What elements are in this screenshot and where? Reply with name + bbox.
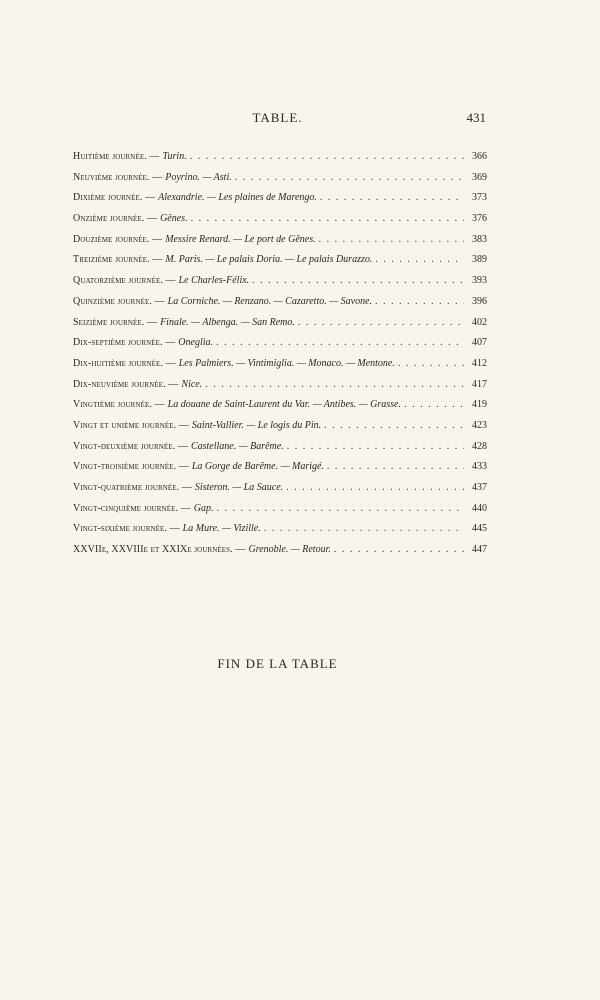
toc-places: Grenoble. — Retour. (248, 544, 331, 556)
toc-entry (73, 437, 487, 458)
toc-entry (73, 375, 487, 396)
toc-day: Dix-neuvième journée. — (73, 378, 179, 390)
dot-leader (324, 416, 464, 437)
toc-places: La douane de Saint-Laurent du Var. — Antibes. — Grasse. (167, 399, 401, 411)
toc-page-ref: 402 (472, 316, 487, 328)
toc-page-ref: 383 (472, 233, 487, 245)
toc-day: Vingt-troisième journée. — (73, 461, 189, 473)
toc-page-ref: 366 (472, 151, 487, 162)
dot-leader (320, 188, 464, 209)
toc-day: Treizième journée. — (73, 254, 163, 266)
dot-leader (190, 147, 464, 168)
toc-places: Castellane. — Barême. (190, 440, 284, 452)
toc-places: Oneglia. (178, 337, 214, 349)
toc-entry (73, 395, 487, 416)
toc-day: Quatorzième journée. — (73, 275, 176, 287)
toc-places: La Mure. — Vizille. (182, 523, 261, 535)
toc-page-ref: 389 (472, 254, 487, 266)
toc-entry (73, 168, 487, 189)
toc-places: Sisteron. — La Sauce. (194, 482, 284, 493)
toc-entry (73, 292, 487, 313)
dot-leader (319, 230, 464, 251)
toc-page-ref: 447 (472, 544, 487, 556)
toc-places: Poyrino. — Asti. (165, 171, 232, 183)
dot-leader (334, 540, 464, 561)
toc-day: Huitième journée. — (73, 151, 160, 162)
dot-leader (375, 250, 464, 271)
toc-day: Vingt et unième journée. — (73, 419, 189, 431)
toc-page-ref: 419 (472, 399, 487, 411)
toc-entry (73, 250, 487, 271)
dot-leader (327, 457, 464, 478)
toc-day: Dix-huitième journée. — (73, 357, 176, 369)
table-of-contents (73, 147, 487, 561)
toc-places: Alexandrie. — Les plaines de Marengo. (158, 192, 317, 204)
toc-day: Vingt-cinquième journée. — (73, 502, 191, 514)
running-title: TABLE. (252, 110, 303, 125)
toc-entry (73, 354, 487, 375)
toc-page-ref: 428 (472, 440, 487, 452)
toc-page-ref: 437 (472, 482, 487, 493)
dot-leader (217, 499, 465, 520)
toc-day: Dixième journée. — (73, 192, 156, 204)
dot-leader (404, 395, 464, 416)
dot-leader (264, 519, 464, 540)
toc-places: Messire Renard. — Le port de Gênes. (165, 233, 316, 245)
toc-day: Vingtième journée. — (73, 399, 165, 411)
toc-entry (73, 519, 487, 540)
dot-leader (375, 292, 464, 313)
page-number: 431 (466, 110, 486, 125)
toc-day: Onzième journée. — (73, 213, 158, 225)
toc-places: Les Palmiers. — Vintimiglia. — Monaco. — Mentone. (178, 357, 395, 369)
dot-leader (286, 478, 464, 499)
toc-day: Dix-septième journée. — (73, 337, 176, 349)
end-of-table-title: FIN DE LA TABLE (217, 656, 338, 671)
toc-entry (73, 478, 487, 499)
toc-entry (73, 333, 487, 354)
toc-places: La Corniche. — Renzano. — Cazaretto. — Savone. (167, 295, 373, 307)
toc-entry (73, 313, 487, 334)
toc-entry (73, 499, 487, 520)
toc-page-ref: 369 (472, 171, 487, 183)
dot-leader (252, 271, 464, 292)
toc-page-ref: 396 (472, 295, 487, 307)
dot-leader (287, 437, 464, 458)
dot-leader (191, 209, 464, 230)
toc-day: Vingt-quatrième journée. — (73, 482, 192, 493)
toc-places: Gap. (193, 502, 214, 514)
toc-places: La Gorge de Barême. — Marigé. (191, 461, 324, 473)
dot-leader (205, 375, 464, 396)
toc-page-ref: 412 (472, 357, 487, 369)
toc-day: Douzième journée. — (73, 233, 163, 245)
toc-places: Turin. (162, 151, 187, 162)
toc-page-ref: 373 (472, 192, 487, 204)
toc-day: Quinzième journée. — (73, 295, 165, 307)
toc-entry (73, 457, 487, 478)
toc-day: Vingt-deuxième journée. — (73, 440, 188, 452)
toc-day: Seizième journée. — (73, 316, 158, 328)
dot-leader (235, 168, 464, 189)
dot-leader (398, 354, 464, 375)
toc-page-ref: 433 (472, 461, 487, 473)
toc-entry (73, 147, 487, 168)
toc-entry (73, 271, 487, 292)
toc-places: Nice. (181, 378, 203, 390)
toc-page-ref: 423 (472, 419, 487, 431)
toc-entry (73, 188, 487, 209)
toc-places: Le Charles-Félix. (178, 275, 250, 287)
toc-page-ref: 417 (472, 378, 487, 390)
toc-entry (73, 416, 487, 437)
toc-places: Gênes. (160, 213, 188, 225)
toc-entry (73, 540, 487, 561)
toc-page-ref: 440 (472, 502, 487, 514)
toc-day: XXVIIe, XXVIIIe et XXIXe journées. — (73, 544, 246, 556)
dot-leader (216, 333, 464, 354)
toc-entry (73, 230, 487, 251)
dot-leader (298, 313, 464, 334)
toc-places: Saint-Vallier. — Le logis du Pin. (191, 419, 322, 431)
toc-page-ref: 376 (472, 213, 487, 225)
toc-places: Finale. — Albenga. — San Remo. (160, 316, 295, 328)
toc-page-ref: 445 (472, 523, 487, 535)
toc-day: Vingt-sixième journée. — (73, 523, 180, 535)
toc-page-ref: 407 (472, 337, 487, 349)
toc-day: Neuvième journée. — (73, 171, 163, 183)
toc-entry (73, 209, 487, 230)
toc-page-ref: 393 (472, 275, 487, 287)
toc-places: M. Paris. — Le palais Doria. — Le palais Durazzo. (165, 254, 373, 266)
